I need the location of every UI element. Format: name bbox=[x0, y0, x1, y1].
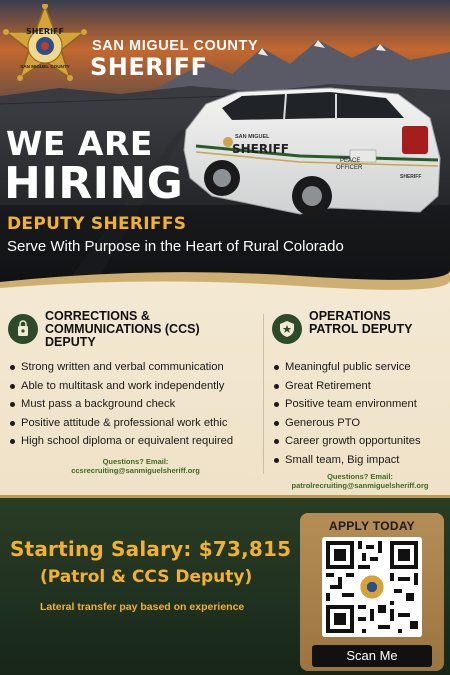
patrol-title-line-1: OPERATIONS bbox=[309, 309, 391, 323]
ccs-column bbox=[8, 310, 263, 476]
vehicle-rear-text-2: OFFICER bbox=[336, 165, 363, 171]
list-item: Positive team environment bbox=[272, 395, 448, 414]
headline-hiring: HIRING bbox=[4, 158, 184, 209]
hero-section bbox=[0, 0, 450, 292]
ccs-question-label: Questions? Email: bbox=[102, 456, 169, 466]
vehicle-tail-text: SHERIFF bbox=[400, 174, 422, 180]
list-item: Great Retirement bbox=[272, 377, 448, 396]
scan-me-button[interactable]: Scan Me bbox=[312, 645, 432, 667]
qr-code[interactable] bbox=[322, 537, 422, 637]
badge-top-text: SHERIFF bbox=[26, 27, 64, 36]
ccs-title-line-1: CORRECTIONS & bbox=[45, 309, 150, 323]
list-item: Able to multitask and work independently bbox=[8, 377, 263, 396]
position-title: DEPUTY SHERIFFS bbox=[7, 214, 187, 234]
badge-bottom-text: SAN MIGUEL COUNTY bbox=[20, 64, 70, 69]
patrol-contact bbox=[272, 472, 448, 491]
lateral-transfer-note: Lateral transfer pay based on experience bbox=[40, 601, 245, 613]
vehicle-rear-text-1: PEACE bbox=[340, 158, 361, 164]
ccs-email-link[interactable]: ccsrecruiting@sanmiguelsheriff.org bbox=[71, 466, 200, 476]
list-item: Meaningful public service bbox=[272, 358, 448, 377]
patrol-header bbox=[272, 310, 448, 344]
list-item: Generous PTO bbox=[272, 414, 448, 433]
sheriff-star-badge bbox=[2, 4, 88, 96]
patrol-email-link[interactable]: patrolrecruiting@sanmiguelsheriff.org bbox=[291, 481, 429, 491]
ccs-title-line-2: COMMUNICATIONS (CCS) bbox=[45, 322, 200, 336]
patrol-question-label: Questions? Email: bbox=[327, 471, 393, 481]
vehicle-door-text-top: SAN MIGUEL bbox=[235, 134, 270, 140]
patrol-benefits-list bbox=[272, 358, 448, 470]
ccs-requirements-list bbox=[8, 358, 263, 451]
salary-positions: (Patrol & CCS Deputy) bbox=[40, 567, 253, 587]
starting-salary: Starting Salary: $73,815 bbox=[10, 537, 292, 561]
patrol-title-line-2: PATROL DEPUTY bbox=[309, 322, 413, 336]
list-item: Strong written and verbal communication bbox=[8, 358, 263, 377]
patrol-column bbox=[272, 310, 448, 491]
list-item: Career growth opportunites bbox=[272, 432, 448, 451]
column-divider bbox=[263, 314, 264, 474]
tagline: Serve With Purpose in the Heart of Rural Colorado bbox=[7, 238, 344, 255]
list-item: Positive attitude & professional work ethic bbox=[8, 414, 263, 433]
positions-section bbox=[0, 292, 450, 495]
ccs-title-line-3: DEPUTY bbox=[45, 335, 96, 349]
section-divider-line bbox=[0, 495, 450, 498]
ccs-contact bbox=[8, 457, 263, 476]
shield-star-icon bbox=[272, 314, 302, 344]
ccs-header bbox=[8, 310, 263, 349]
list-item: Small team, Big impact bbox=[272, 451, 448, 470]
sheriff-vehicle bbox=[184, 88, 440, 216]
brand-county: SAN MIGUEL COUNTY bbox=[92, 38, 259, 54]
headline-we-are: WE ARE bbox=[6, 124, 153, 163]
apply-today-label: APPLY TODAY bbox=[328, 519, 415, 533]
salary-section bbox=[0, 495, 450, 675]
vehicle-door-text-main: SHERIFF bbox=[232, 142, 289, 156]
patrol-title bbox=[309, 310, 412, 336]
ccs-title bbox=[45, 310, 200, 349]
list-item: Must pass a background check bbox=[8, 395, 263, 414]
list-item: High school diploma or equivalent required bbox=[8, 432, 263, 451]
apply-panel bbox=[300, 513, 444, 671]
corrections-badge-icon bbox=[8, 314, 38, 344]
brand-sheriff: SHERIFF bbox=[90, 53, 208, 81]
